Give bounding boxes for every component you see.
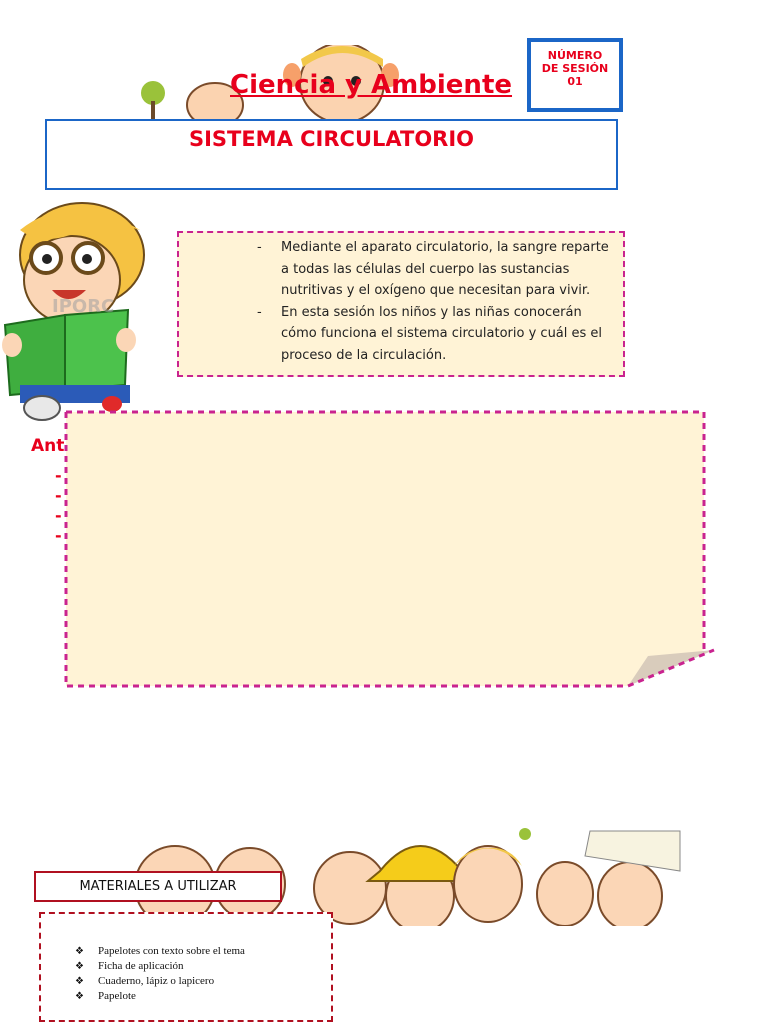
intro-item: - Mediante el aparato circulatorio, la sangre reparte a todas las células del cuerpo las sustancias nutritivas y el oxígeno que necesitan para vivir. bbox=[257, 237, 617, 302]
intro-item: - En esta sesión los niños y las niñas conocerán cómo funciona el sistema circulatorio y cuál es el proceso de la circulación. bbox=[257, 302, 617, 367]
watermark-text: IPORC bbox=[52, 296, 115, 317]
antecedent-dash: - bbox=[55, 466, 62, 485]
session-label-line-1: NÚMERO bbox=[547, 49, 603, 62]
materials-item: ❖ Papelote bbox=[75, 989, 245, 1004]
materials-title: MATERIALES A UTILIZAR bbox=[34, 871, 282, 902]
topic-title: SISTEMA CIRCULATORIO bbox=[188, 127, 475, 151]
sticky-note-panel bbox=[60, 410, 718, 692]
antecedents-label: Ant bbox=[31, 436, 65, 456]
subject-title: Ciencia y Ambiente bbox=[230, 70, 513, 100]
materials-item: ❖ Papelotes con texto sobre el tema bbox=[75, 944, 245, 959]
session-number: 01 bbox=[567, 75, 583, 88]
antecedent-dash: - bbox=[55, 486, 62, 505]
materials-box bbox=[39, 912, 333, 1022]
session-label-line-2: DE SESIÓN bbox=[541, 62, 609, 75]
materials-item: ❖ Cuaderno, lápiz o lapicero bbox=[75, 974, 245, 989]
antecedent-dash: - bbox=[55, 526, 62, 545]
intro-list bbox=[257, 237, 617, 366]
materials-list bbox=[75, 944, 245, 1004]
topic-title-box bbox=[45, 119, 618, 190]
materials-item: ❖ Ficha de aplicación bbox=[75, 959, 245, 974]
intro-note bbox=[177, 231, 625, 377]
session-number-box bbox=[527, 38, 623, 112]
antecedent-dash: - bbox=[55, 506, 62, 525]
